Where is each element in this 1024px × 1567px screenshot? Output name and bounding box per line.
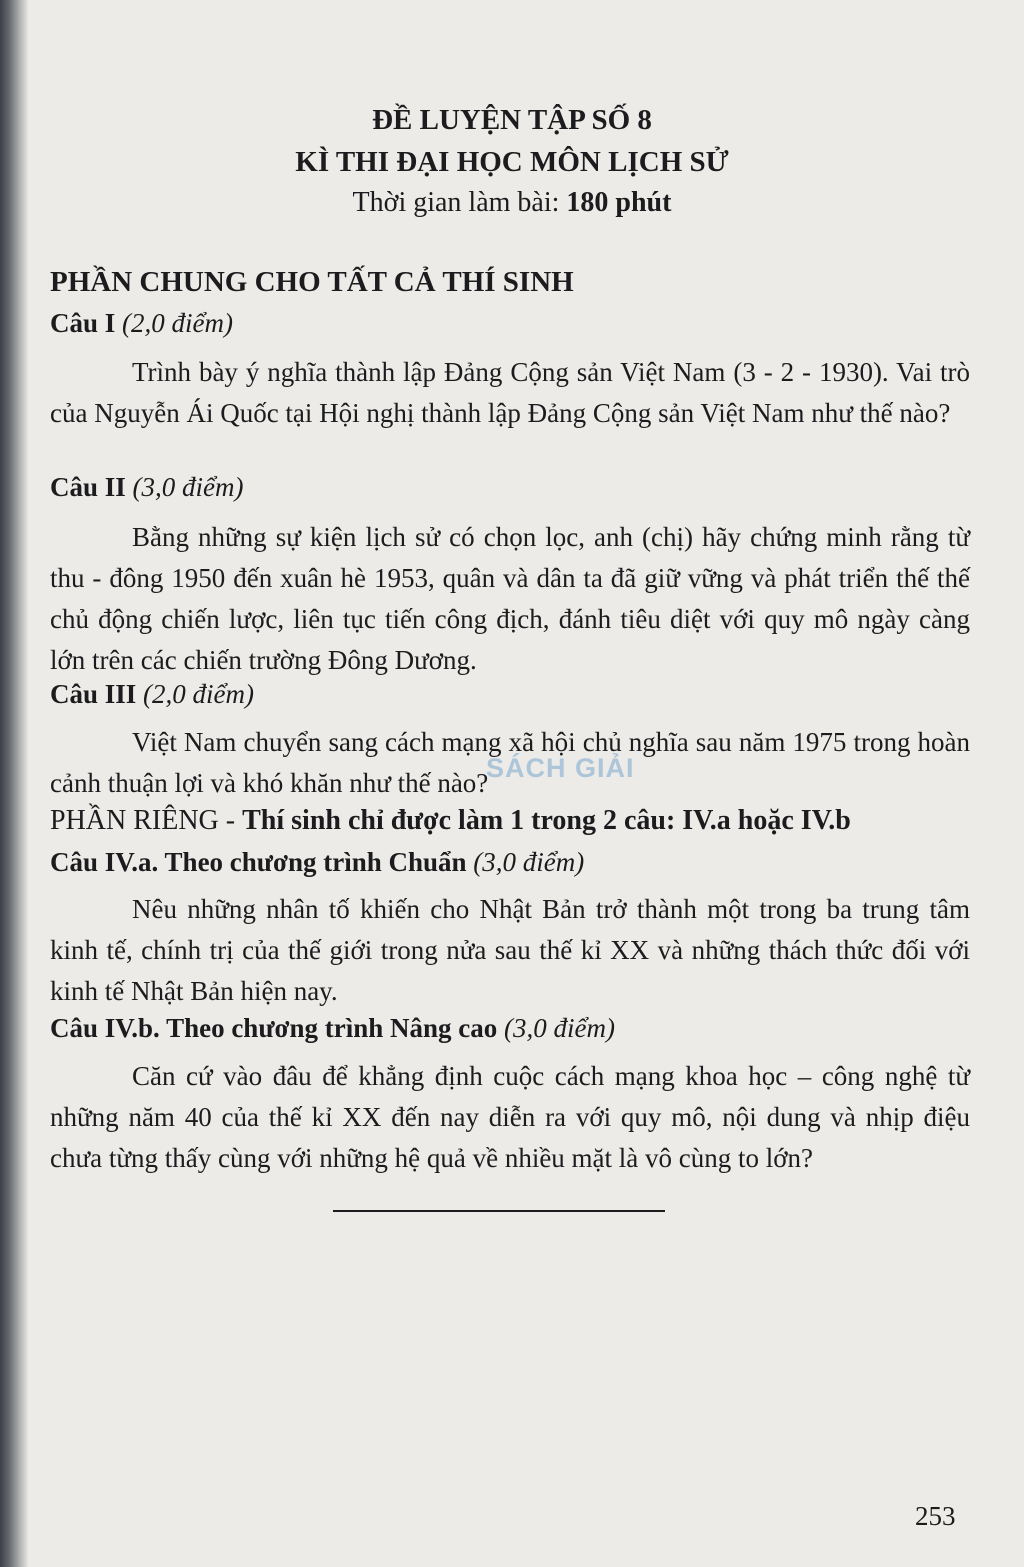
- question-heading: [50, 679, 970, 710]
- section-private-heading: [50, 805, 970, 837]
- question-points: (2,0 điểm): [143, 679, 255, 709]
- time-value: 180 phút: [566, 187, 672, 218]
- question-label: Câu III: [50, 679, 137, 709]
- question-text: Trình bày ý nghĩa thành lập Đảng Cộng sản Việt Nam (3 - 2 - 1930). Vai trò của Nguyễn Ái Quốc tại Hội nghị thành lập Đảng Cộng sản Việt Nam như thế nào?: [50, 357, 970, 428]
- question-text: Bằng những sự kiện lịch sử có chọn lọc, anh (chị) hãy chứng minh rằng từ thu - đông 1950 đến xuân hè 1953, quân và dân ta đã giữ vững và phát triển thế thế chủ động chiến lược, liên tục tiến công địch, đánh tiêu diệt với quy mô ngày càng lớn trên các chiến trường Đông Dương.: [50, 522, 970, 675]
- question-heading: [50, 472, 970, 503]
- question-points: (3,0 điểm): [473, 847, 585, 877]
- page-number: 253: [915, 1501, 956, 1531]
- question-label: Câu IV.b. Theo chương trình Nâng cao: [50, 1013, 498, 1043]
- question-label: Câu IV.a. Theo chương trình Chuẩn: [50, 847, 467, 877]
- question-text: Căn cứ vào đâu để khẳng định cuộc cách mạng khoa học – công nghệ từ những năm 40 của thế kỉ XX đến nay diễn ra với quy mô, nội dung và nhịp điệu chưa từng thấy cùng với những hệ quả về nhiều mặt là vô cùng to lớn?: [50, 1061, 970, 1173]
- exam-subtitle: KÌ THI ĐẠI HỌC MÔN LỊCH SỬ: [295, 146, 729, 178]
- question-heading: [50, 1013, 970, 1044]
- question-heading: [50, 308, 970, 339]
- section-private-label: PHẦN RIÊNG -: [50, 805, 243, 836]
- section-private-instruction: Thí sinh chỉ được làm 1 trong 2 câu: IV.a hoặc IV.b: [242, 805, 851, 836]
- question-heading: [50, 847, 970, 878]
- question-points: (3,0 điểm): [132, 472, 244, 502]
- section-common-heading: PHẦN CHUNG CHO TẤT CẢ THÍ SINH: [50, 266, 574, 298]
- end-divider: [333, 1210, 665, 1212]
- question-label: Câu II: [50, 472, 126, 502]
- exam-time: [0, 187, 1024, 219]
- exam-title: ĐỀ LUYỆN TẬP SỐ 8: [372, 104, 652, 136]
- question-points: (3,0 điểm): [504, 1013, 615, 1043]
- question-text: Việt Nam chuyển sang cách mạng xã hội chủ nghĩa sau năm 1975 trong hoàn cảnh thuận lợi và khó khăn như thế nào?: [50, 727, 970, 798]
- question-points: (2,0 điểm): [122, 308, 233, 338]
- time-label: Thời gian làm bài:: [352, 187, 567, 218]
- question-text: Nêu những nhân tố khiến cho Nhật Bản trở thành một trong ba trung tâm kinh tế, chính trị của thế giới trong nửa sau thế kỉ XX và những thách thức đối với kinh tế Nhật Bản hiện nay.: [50, 894, 970, 1006]
- watermark: SÁCH GIẢI: [486, 753, 635, 783]
- question-label: Câu I: [50, 308, 116, 338]
